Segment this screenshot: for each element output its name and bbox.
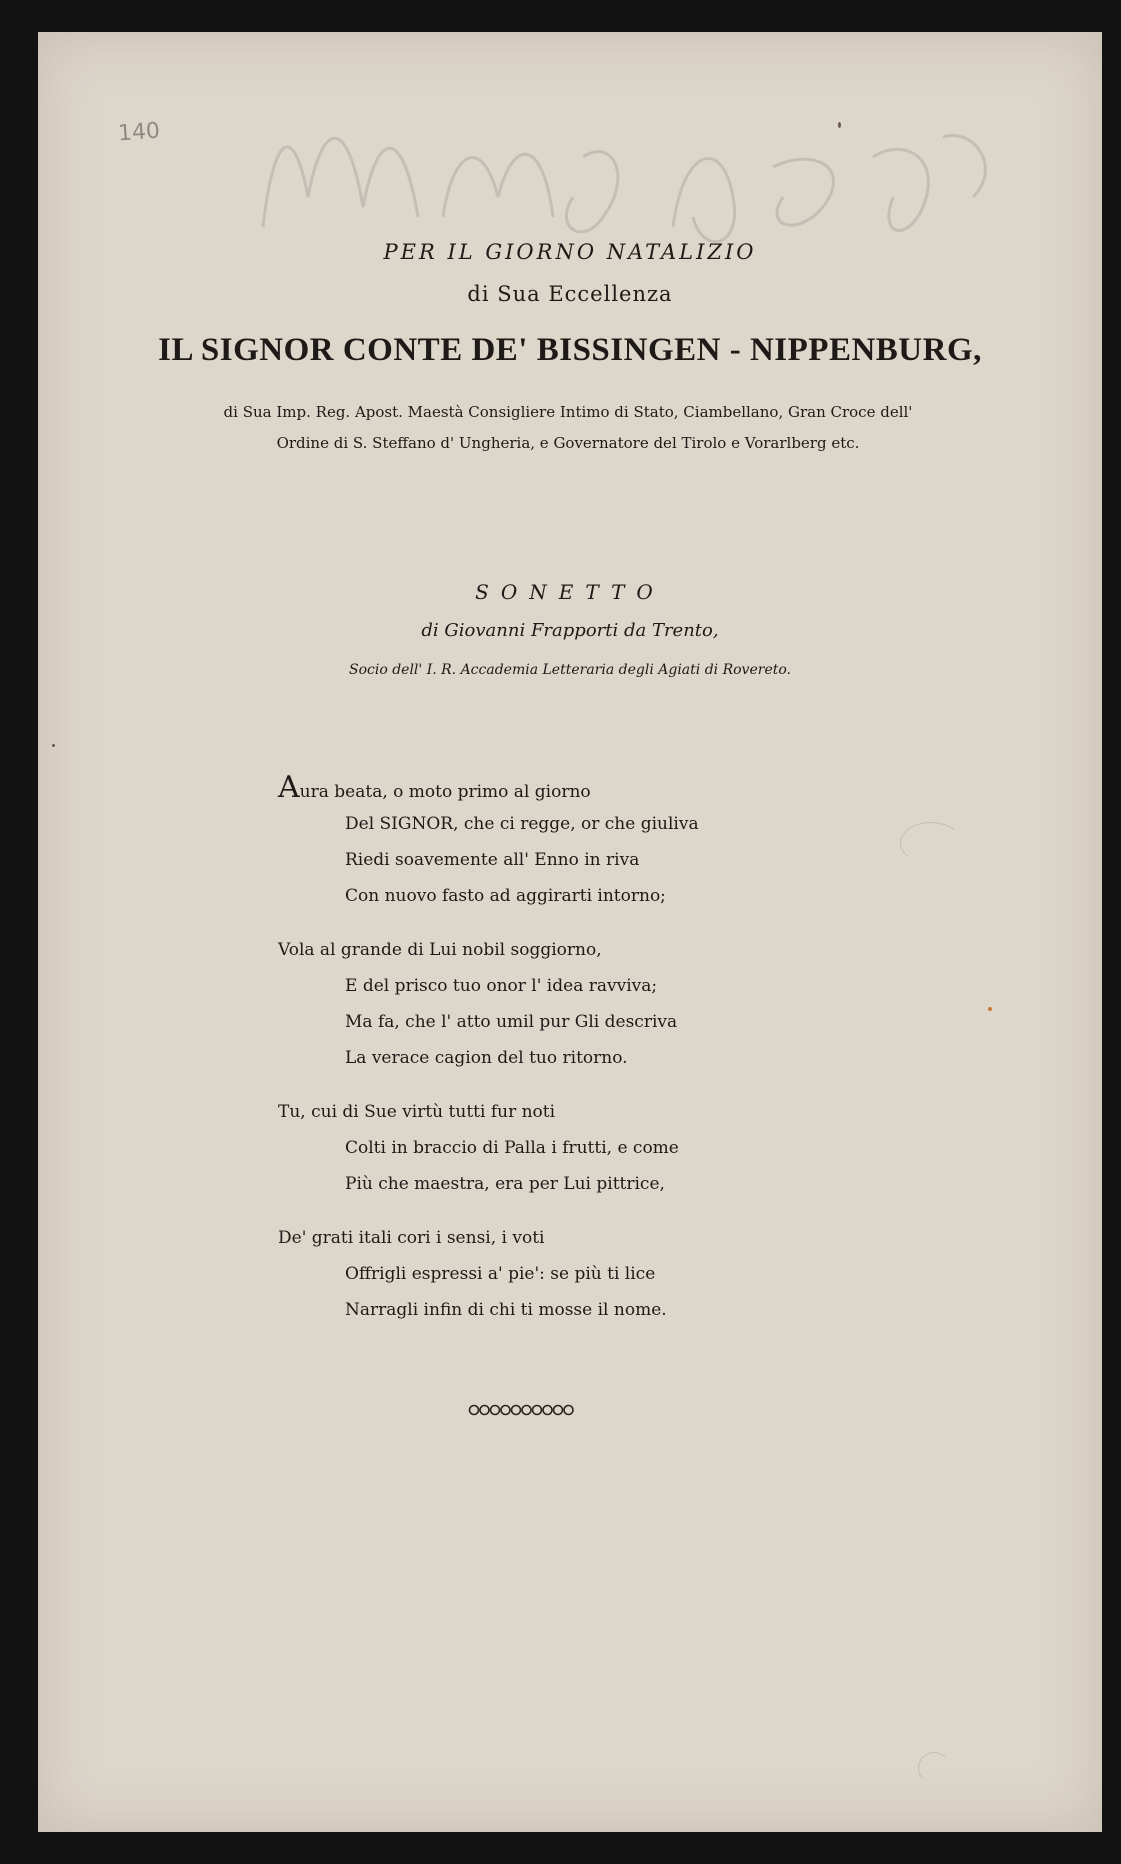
verse-line: Del SIGNOR, che ci regge, or che giuliva [345,814,699,834]
verse-line: Offrigli espressi a' pie': se più ti lice [345,1264,656,1284]
paper-crease [918,1752,950,1784]
verse-line: Vola al grande di Lui nobil soggiorno, [278,940,602,960]
stanza [278,1220,878,1328]
paper-spot [52,744,55,747]
author-society: Socio dell' I. R. Accademia Letteraria degli Agiati di Rovereto. [348,662,791,678]
excellency-line: di Sua Eccellenza [467,282,673,306]
verse-line: Riedi soavemente all' Enno in riva [345,850,640,870]
stanza [278,932,878,1076]
drop-initial: A [278,770,300,805]
verse-line [278,770,878,806]
verse-line: De' grati itali cori i sensi, i voti [278,1228,545,1248]
decorative-ornament-row [468,1400,578,1420]
sonnet-text [278,770,878,1346]
verse-line: Colti in braccio di Palla i frutti, e come [345,1138,679,1158]
verse-line: Tu, cui di Sue virtù tutti fur noti [278,1102,556,1122]
poem-genre: SONETTO [475,580,665,604]
honoree-titles [168,397,968,459]
verse-line: Con nuovo fasto ad aggirarti intorno; [345,886,666,906]
paper-spot [988,1007,992,1011]
document-page [38,32,1102,1832]
titles-line: di Sua Imp. Reg. Apost. Maestà Consigliere Intimo di Stato, Ciambellano, Gran Croce dell' [223,403,913,421]
paper-crease [900,822,962,864]
occasion-heading: PER IL GIORNO NATALIZIO [383,240,757,264]
verse-line-text: ura beata, o moto primo al giorno [299,782,591,802]
pencil-catalog-number: 140 [117,118,161,147]
verse-line: Narragli infin di chi ti mosse il nome. [345,1300,667,1320]
stanza [278,770,878,914]
faded-stamp-impression [253,77,1013,267]
honoree-name: IL SIGNOR CONTE DE' BISSINGEN - NIPPENBURG, [158,332,982,368]
poem-author: di Giovanni Frapporti da Trento, [421,620,719,641]
verse-line: Più che maestra, era per Lui pittrice, [345,1174,665,1194]
titles-line: Ordine di S. Steffano d' Ungheria, e Governatore del Tirolo e Vorarlberg etc. [276,434,860,452]
paper-spot [838,122,841,128]
verse-line: E del prisco tuo onor l' idea ravviva; [345,976,658,996]
stanza [278,1094,878,1202]
verse-line: Ma fa, che l' atto umil pur Gli descriva [345,1012,678,1032]
verse-line: La verace cagion del tuo ritorno. [345,1048,628,1068]
